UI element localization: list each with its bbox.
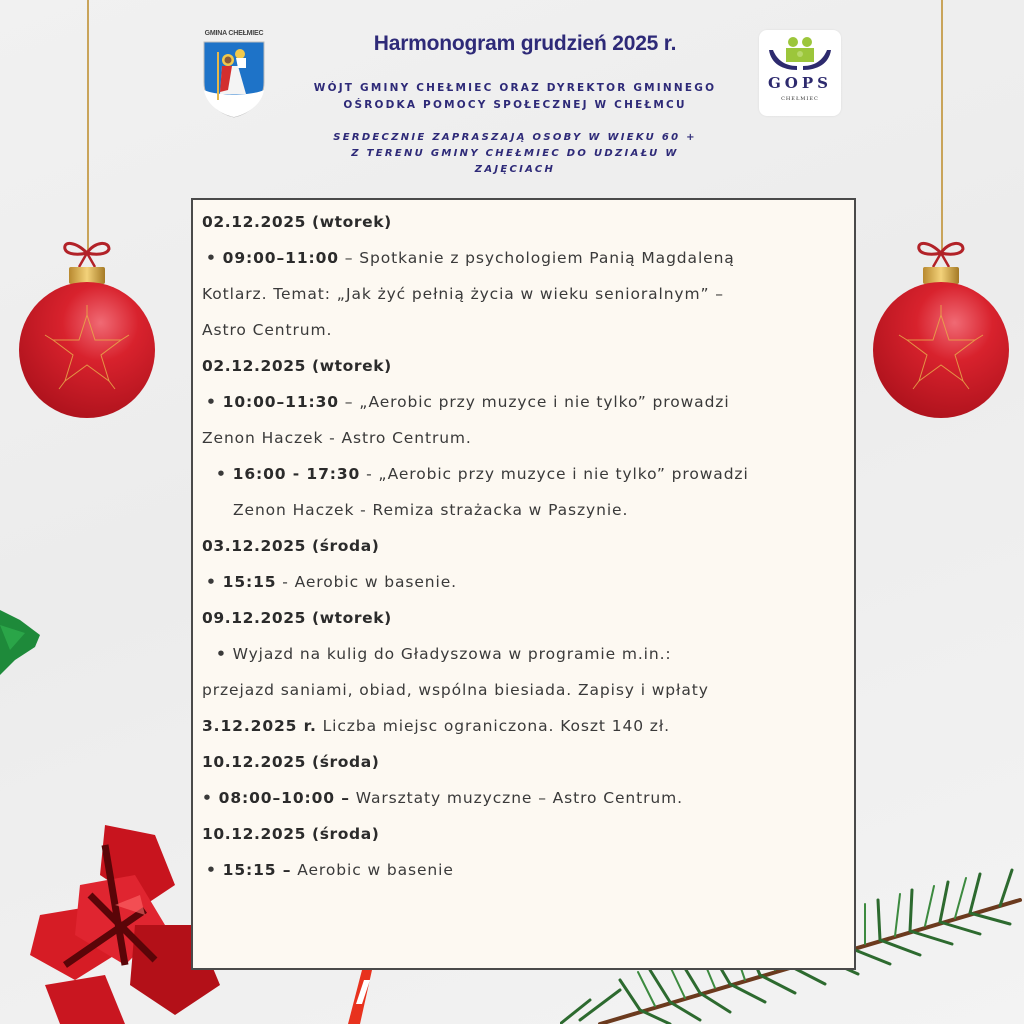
schedule-item [202,384,844,420]
gops-logo [759,30,841,116]
crest-label: GMINA CHEŁMIEC [204,30,264,37]
bullet: • [206,249,217,267]
coat-of-arms-icon [202,40,266,118]
invitation-line-1: SERDECZNIE ZAPRASZAJĄ OSOBY W WIEKU 60 + [333,132,697,143]
event-text-continued: Astro Centrum. [202,321,333,339]
event-time: 08:00–10:00 – [218,789,350,807]
page-title: Harmonogram grudzień 2025 r. [373,32,677,55]
schedule-date: 09.12.2025 (wtorek) [202,609,392,627]
schedule-date: 10.12.2025 (środa) [202,753,380,771]
separator: – [338,393,360,411]
family-hands-icon [767,36,833,74]
event-text: Liczba miejsc ograniczona. Koszt 140 zł. [316,717,670,735]
organizers-heading [270,80,760,114]
event-text: Aerobic w basenie [297,861,454,879]
organizers-line-2: OŚRODKA POMOCY SPOŁECZNEJ W CHEŁMCU [343,99,687,111]
event-text: Spotkanie z psychologiem Panią Magdaleną [359,249,735,267]
signup-deadline: 3.12.2025 r. [202,717,317,735]
invitation-line-3: ZAJĘCIACH [474,164,556,175]
event-time: 16:00 - 17:30 [232,465,361,483]
schedule-item [202,240,844,276]
separator: - [276,573,295,591]
bullet: • [206,393,217,411]
gmina-chelmiec-crest-logo [198,30,270,120]
event-time: 10:00–11:30 [222,393,339,411]
bullet: • [216,465,227,483]
schedule-item [202,636,844,672]
schedule-panel [191,198,856,970]
schedule-item [202,564,844,600]
event-text-continued: Zenon Haczek - Astro Centrum. [202,429,472,447]
event-time: 09:00–11:00 [222,249,339,267]
event-text: „Aerobic przy muzyce i nie tylko” prowadzi [378,465,749,483]
schedule-item [202,780,844,816]
christmas-ornament-right-icon [869,235,1014,420]
glitter-star-decoration-icon [0,605,45,680]
event-text: Warsztaty muzyczne – Astro Centrum. [355,789,683,807]
separator: – [338,249,360,267]
bullet: • [206,573,217,591]
ornament-string-right [941,0,943,250]
schedule-item [202,456,844,492]
invitation-text [280,130,750,178]
schedule-date: 03.12.2025 (środa) [202,537,380,555]
event-time: 15:15 [222,573,277,591]
invitation-line-2: Z TERENU GMINY CHEŁMIEC DO UDZIAŁU W [351,148,679,159]
bullet: • [206,861,217,879]
ornament-string-left [87,0,89,250]
schedule-date: 10.12.2025 (środa) [202,825,380,843]
event-time: 15:15 – [222,861,292,879]
event-text-continued: Zenon Haczek - Remiza strażacka w Paszynie. [233,501,629,519]
separator: - [360,465,379,483]
gops-name: GOPS [768,74,832,92]
candy-cane-decoration-icon [340,970,390,1024]
organizers-line-1: WÓJT GMINY CHEŁMIEC ORAZ DYREKTOR GMINNEGO [313,82,717,94]
event-text-continued [202,708,844,744]
schedule-date: 02.12.2025 (wtorek) [202,213,392,231]
schedule-item [202,852,844,888]
event-text-continued: przejazd saniami, obiad, wspólna biesiada. Zapisy i wpłaty [202,681,709,699]
bullet: • [202,789,213,807]
bullet: • [216,645,227,663]
schedule-date: 02.12.2025 (wtorek) [202,357,392,375]
event-text: Aerobic w basenie. [294,573,457,591]
gops-sublabel: CHEŁMIEC [781,96,819,102]
event-text: Wyjazd na kulig do Gładyszowa w programie m.in.: [232,645,672,663]
event-text-continued: Kotlarz. Temat: „Jak żyć pełnią życia w wieku senioralnym” – [202,285,724,303]
christmas-ornament-left-icon [15,235,160,420]
event-text: „Aerobic przy muzyce i nie tylko” prowadzi [359,393,730,411]
